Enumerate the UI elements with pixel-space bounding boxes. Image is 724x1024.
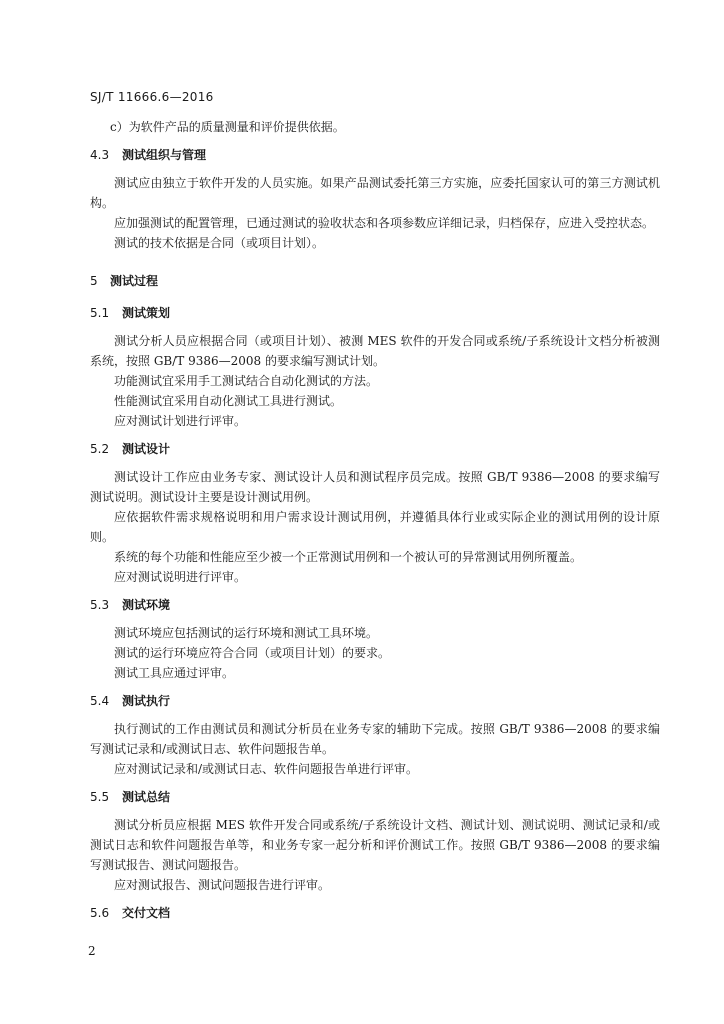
paragraph: 系统的每个功能和性能应至少被一个正常测试用例和一个被认可的异常测试用例所覆盖。	[114, 550, 583, 564]
section-title: 测试总结	[122, 790, 171, 804]
paragraph: 测试应由独立于软件开发的人员实施。如果产品测试委托第三方实施，应委托国家认可的第三方测试机构。	[90, 176, 660, 210]
paragraph: 测试的运行环境应符合合同（或项目计划）的要求。	[114, 646, 391, 660]
section-number: 5.3	[90, 598, 110, 612]
section-heading-4-3	[90, 145, 660, 165]
paragraph: 测试分析员应根据 MES 软件开发合同或系统/子系统设计文档、测试计划、测试说明、测试记录和/或测试日志和软件问题报告单等，和业务专家一起分析和评价测试工作。按照 GB/T 9386—2008 的要求编写测试报告、测试问题报告。	[90, 818, 660, 872]
paragraph: 应依据软件需求规格说明和用户需求设计测试用例，并遵循具体行业或实际企业的测试用例的设计原则。	[90, 510, 660, 544]
paragraph: 功能测试宜采用手工测试结合自动化测试的方法。	[114, 374, 379, 388]
paragraph: 应对测试计划进行评审。	[114, 414, 247, 428]
list-item-c: c）为软件产品的质量测量和评价提供依据。	[110, 120, 345, 134]
paragraph: 应对测试报告、测试问题报告进行评审。	[114, 878, 331, 892]
section-heading-5-3	[90, 595, 660, 615]
document-body	[90, 117, 660, 931]
section-number: 5.5	[90, 790, 110, 804]
paragraph: 应对测试说明进行评审。	[114, 570, 247, 584]
section-heading-5-2	[90, 439, 660, 459]
section-title: 测试策划	[122, 306, 171, 320]
section-heading-5-1	[90, 303, 660, 323]
section-title: 测试过程	[110, 274, 159, 288]
section-heading-5-4	[90, 691, 660, 711]
page-number: 2	[88, 944, 96, 958]
section-number: 5.1	[90, 306, 110, 320]
section-heading-5-6	[90, 903, 660, 923]
paragraph: 应对测试记录和/或测试日志、软件问题报告单进行评审。	[114, 762, 419, 776]
section-heading-5-5	[90, 787, 660, 807]
section-title: 测试设计	[122, 442, 171, 456]
paragraph: 性能测试宜采用自动化测试工具进行测试。	[114, 394, 343, 408]
paragraph: 执行测试的工作由测试员和测试分析员在业务专家的辅助下完成。按照 GB/T 9386—2008 的要求编写测试记录和/或测试日志、软件问题报告单。	[90, 722, 660, 756]
paragraph: 测试工具应通过评审。	[114, 666, 235, 680]
section-number: 4.3	[90, 148, 110, 162]
paragraph: 测试设计工作应由业务专家、测试设计人员和测试程序员完成。按照 GB/T 9386—2008 的要求编写测试说明。测试设计主要是设计测试用例。	[90, 470, 660, 504]
standard-code: SJ/T 11666.6—2016	[90, 90, 214, 104]
section-title: 测试环境	[122, 598, 171, 612]
section-number: 5.6	[90, 906, 110, 920]
paragraph: 测试分析人员应根据合同（或项目计划）、被测 MES 软件的开发合同或系统/子系统设计文档分析被测系统，按照 GB/T 9386—2008 的要求编写测试计划。	[90, 334, 660, 368]
paragraph: 测试的技术依据是合同（或项目计划）。	[114, 236, 325, 250]
section-title: 交付文档	[122, 906, 171, 920]
section-heading-5	[90, 271, 660, 291]
paragraph: 测试环境应包括测试的运行环境和测试工具环境。	[114, 626, 379, 640]
section-title: 测试执行	[122, 694, 171, 708]
section-number: 5.4	[90, 694, 110, 708]
section-number: 5.2	[90, 442, 110, 456]
section-title: 测试组织与管理	[122, 148, 207, 162]
paragraph: 应加强测试的配置管理，已通过测试的验收状态和各项参数应详细记录，归档保存，应进入受控状态。	[114, 216, 655, 230]
section-number: 5	[90, 274, 98, 288]
